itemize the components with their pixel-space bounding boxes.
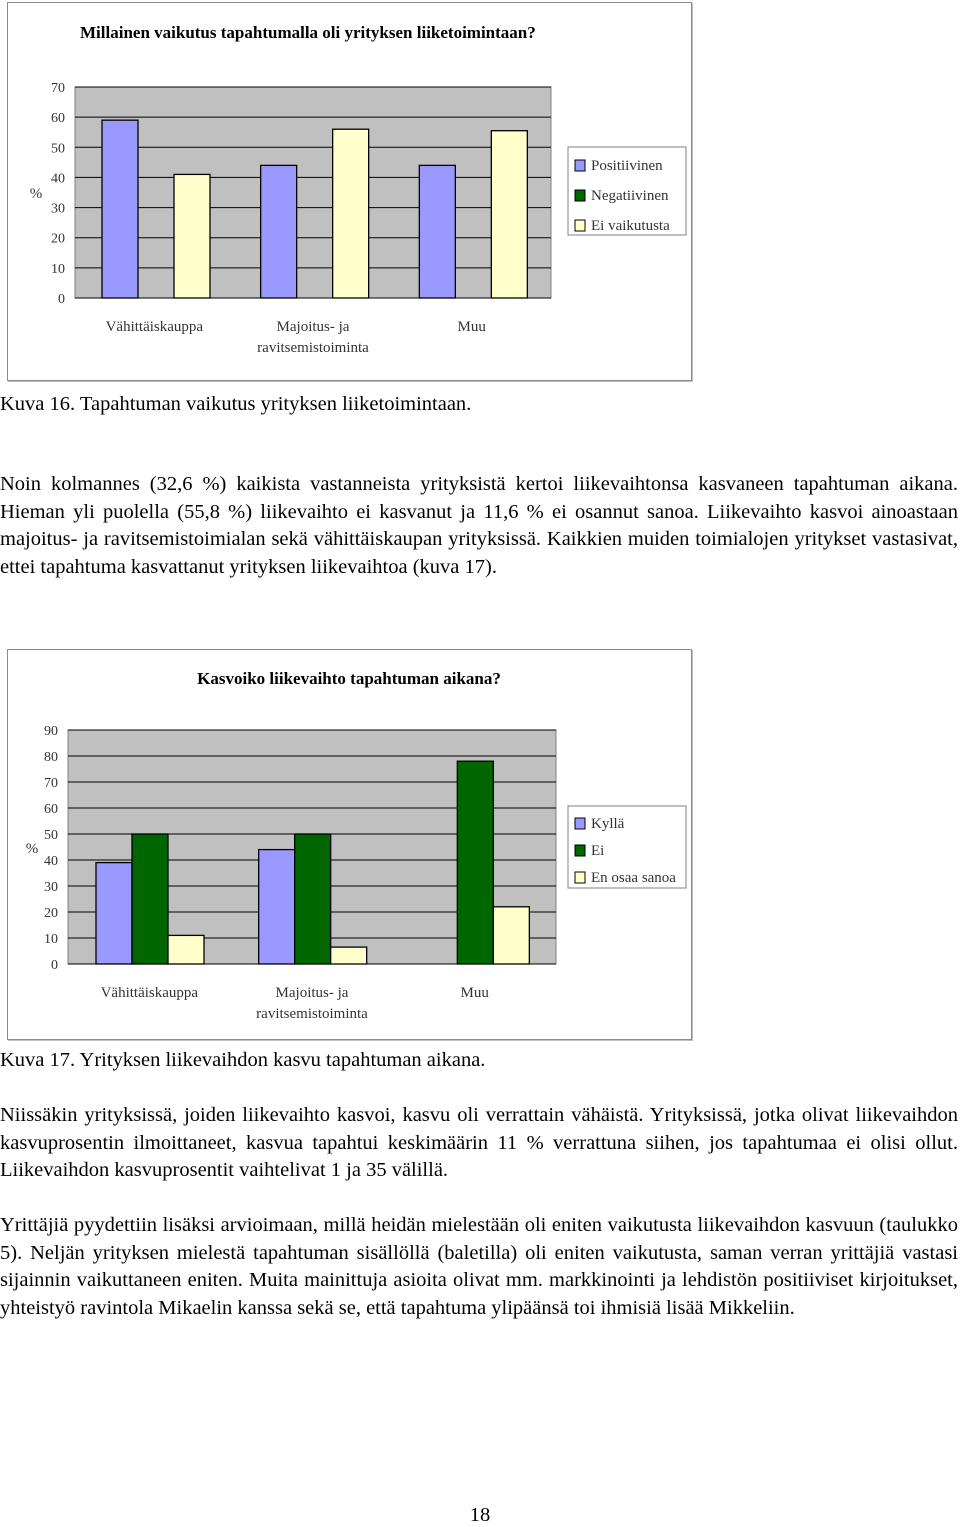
y-tick-label: 10: [44, 932, 58, 947]
x-category-label: Majoitus- ja: [276, 319, 350, 335]
bar-1: [102, 120, 138, 298]
bar-3: [168, 935, 204, 964]
bar-2: [457, 761, 493, 964]
bar-2: [295, 834, 331, 964]
x-category-label: Vähittäiskauppa: [100, 985, 199, 1001]
x-category-label: Majoitus- ja: [275, 985, 349, 1001]
plot-area: [75, 87, 551, 298]
x-category-label: Vähittäiskauppa: [105, 319, 204, 335]
legend-label: Ei vaikutusta: [591, 218, 670, 234]
y-tick-label: 10: [51, 261, 65, 277]
figure-16-caption: Kuva 16. Tapahtuman vaikutus yrityksen liiketoimintaan.: [0, 393, 472, 415]
x-category-label: Muu: [457, 319, 486, 335]
paragraph-1: Noin kolmannes (32,6 %) kaikista vastanneista yrityksistä kertoi liikevaihtonsa kasvaneen tapahtuman aikana. Hieman yli puolella (55,8 %) liikevaihto ei kasvanut ja 11,6 % ei osannut sanoa. Liikevaihto kasvoi ainoastaan majoitus- ja ravitsemistoimialan sekä vähittäiskaupan yrityksissä. Kaikkien muiden toimialojen yritykset vastasivat, ettei tapahtuma kasvattanut yrityksen liikevaihtoa (kuva 17).: [0, 473, 958, 578]
y-tick-label: 70: [44, 776, 58, 791]
bar-3: [174, 174, 210, 298]
legend-swatch: [575, 190, 585, 201]
y-tick-label: 0: [58, 292, 65, 307]
bar-1: [259, 850, 295, 964]
figure-17-caption: Kuva 17. Yrityksen liikevaihdon kasvu tapahtuman aikana.: [0, 1049, 486, 1071]
bar-1: [96, 863, 132, 964]
x-category-label: Muu: [460, 985, 489, 1001]
y-tick-label: 30: [44, 880, 58, 895]
y-tick-label: 60: [44, 802, 58, 817]
legend-swatch: [575, 160, 585, 171]
paragraph-2: Niissäkin yrityksissä, joiden liikevaihto kasvoi, kasvu oli verrattain vähäistä. Yrityksissä, jotka olivat liikevaihdon kasvuprosentin ilmoittaneet, kasvua tapahtui keskimäärin 11 % verrattuna siihen, jos tapahtumaa ei olisi ollut. Liikevaihdon kasvuprosentit vaihtelivat 1 ja 35 välillä.: [0, 1104, 958, 1181]
bar-3: [493, 907, 529, 964]
chart-17-svg: [8, 650, 691, 1039]
legend-swatch: [575, 845, 585, 856]
chart-figure-17: [7, 649, 692, 1040]
y-tick-label: 70: [51, 81, 65, 96]
chart-figure-16: [7, 2, 692, 381]
bar-1: [419, 165, 455, 298]
bar-3: [333, 129, 369, 298]
y-tick-label: 20: [51, 231, 65, 247]
chart-title: Kasvoiko liikevaihto tapahtuman aikana?: [197, 669, 501, 688]
y-tick-label: 50: [51, 141, 65, 157]
legend-swatch: [575, 220, 585, 231]
legend-label: Negatiivinen: [591, 188, 669, 204]
chart-16-svg: [8, 3, 691, 380]
x-category-label: ravitsemistoiminta: [256, 1006, 368, 1022]
legend-swatch: [575, 818, 585, 829]
y-axis-label: %: [25, 841, 39, 857]
bar-3: [331, 947, 367, 964]
chart-title: Millainen vaikutus tapahtumalla oli yrityksen liiketoimintaan?: [80, 23, 536, 42]
y-tick-label: 80: [44, 750, 58, 765]
y-tick-label: 90: [44, 724, 58, 739]
bar-2: [132, 834, 168, 964]
x-category-label: ravitsemistoiminta: [257, 340, 369, 356]
legend-label: Positiivinen: [591, 158, 663, 174]
legend-label: En osaa sanoa: [591, 870, 676, 886]
y-tick-label: 40: [51, 171, 65, 187]
legend-label: Kyllä: [591, 816, 625, 832]
y-tick-label: 60: [51, 111, 65, 127]
y-tick-label: 30: [51, 201, 65, 217]
y-tick-label: 0: [51, 958, 58, 973]
bar-3: [491, 131, 527, 298]
y-axis-label: %: [29, 186, 43, 202]
bar-1: [261, 165, 297, 298]
y-tick-label: 50: [44, 828, 58, 843]
paragraph-3: Yrittäjiä pyydettiin lisäksi arvioimaan, millä heidän mielestään oli eniten vaikutusta liikevaihdon kasvuun (taulukko 5). Neljän yrityksen mielestä tapahtuman sisällöllä (baletilla) oli eniten vaikutusta, saman verran yrittäjiä vastasi sijainnin vaikuttaneen eniten. Muita mainittuja asioita olivat mm. markkinointi ja lehdistön positiiviset kirjoitukset, yhteistyö ravintola Mikaelin kanssa sekä se, että tapahtuma ylipäänsä toi ihmisiä lisää Mikkeliin.: [0, 1214, 958, 1319]
legend-swatch: [575, 872, 585, 883]
legend-label: Ei: [591, 843, 605, 859]
y-tick-label: 20: [44, 906, 58, 921]
page-number: 18: [469, 1504, 491, 1526]
y-tick-label: 40: [44, 854, 58, 869]
